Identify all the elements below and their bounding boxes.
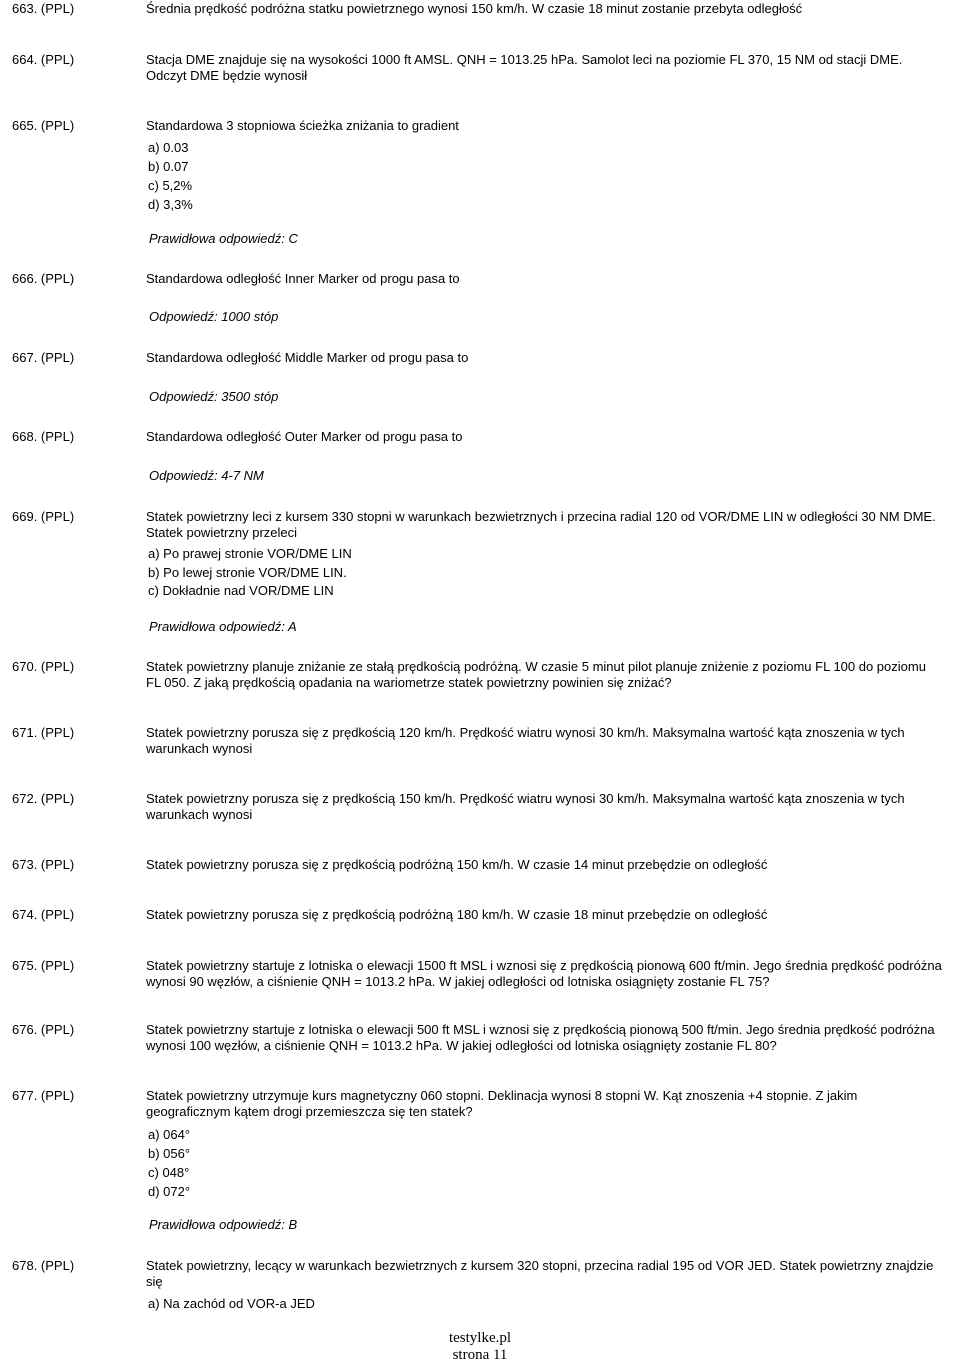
question-text: Statek powietrzny startuje z lotniska o elewacji 1500 ft MSL i wznosi się z prędkością pionową 600 ft/min. Jego średnia prędkość podróżna wynosi 90 węzłów, a ciśnienie QNH = 1013.2 hPa. W jakiej odległości od lotniska osiągnięty zostanie FL 75?	[146, 958, 942, 989]
answer-options	[148, 1125, 190, 1201]
question-number: 670. (PPL)	[12, 659, 75, 674]
answer-option: c) 5,2%	[148, 178, 193, 193]
answer-option: a) 064°	[148, 1127, 191, 1142]
question-number: 673. (PPL)	[12, 857, 75, 872]
question-text: Statek powietrzny planuje zniżanie ze stałą prędkością podróżną. W czasie 5 minut pilot planuje zniżenie z poziomu FL 100 do poziomu FL 050. Z jaką prędkością opadania na wariometrze statek powietrzny powinien się zniżać?	[146, 659, 926, 690]
answer-option: b) Po lewej stronie VOR/DME LIN.	[148, 564, 347, 580]
answer-options	[148, 545, 352, 601]
answer-option: d) 072°	[148, 1184, 191, 1199]
question-text: Standardowa odległość Inner Marker od progu pasa to	[146, 271, 460, 286]
answer-options	[148, 1294, 315, 1313]
question-text: Statek powietrzny porusza się z prędkością podróżną 150 km/h. W czasie 14 minut przebędzie on odległość	[146, 857, 768, 872]
question-text: Statek powietrzny porusza się z prędkością 120 km/h. Prędkość wiatru wynosi 30 km/h. Maksymalna wartość kąta znoszenia w tych warunkach wynosi	[146, 725, 905, 756]
question-number: 671. (PPL)	[12, 725, 75, 740]
correct-answer: Odpowiedź: 1000 stóp	[149, 309, 279, 324]
question-number: 675. (PPL)	[12, 958, 75, 973]
answer-option: a) Na zachód od VOR-a JED	[148, 1296, 315, 1311]
question-text: Statek powietrzny leci z kursem 330 stopni w warunkach bezwietrznych i przecina radial 120 od VOR/DME LIN w odległości 30 NM DME. Statek powietrzny przeleci	[146, 509, 936, 540]
question-number: 674. (PPL)	[12, 907, 75, 922]
question-number: 676. (PPL)	[12, 1022, 75, 1037]
question-text: Statek powietrzny utrzymuje kurs magnetyczny 060 stopni. Deklinacja wynosi 8 stopni W. Kąt znoszenia +4 stopnie. Z jakim geograficznym kątem drogi przemieszcza się ten statek?	[146, 1088, 858, 1119]
footer-page-number: strona 11	[452, 1347, 508, 1363]
question-text: Średnia prędkość podróżna statku powietrznego wynosi 150 km/h. W czasie 18 minut zostanie przebyta odległość	[146, 1, 803, 16]
footer-site: testylke.pl	[448, 1330, 512, 1346]
question-text: Standardowa 3 stopniowa ścieżka zniżania to gradient	[146, 118, 459, 133]
answer-option: c) 048°	[148, 1165, 190, 1180]
answer-option: c) Dokładnie nad VOR/DME LIN	[148, 583, 334, 598]
question-number: 665. (PPL)	[12, 118, 75, 133]
question-text: Standardowa odległość Middle Marker od progu pasa to	[146, 350, 469, 365]
correct-answer: Odpowiedź: 4-7 NM	[149, 468, 264, 483]
answer-option: a) 0.03	[148, 140, 189, 155]
correct-answer: Odpowiedź: 3500 stóp	[149, 389, 279, 404]
question-text: Statek powietrzny porusza się z prędkością podróżną 180 km/h. W czasie 18 minut przebędzie on odległość	[146, 907, 768, 922]
correct-answer: Prawidłowa odpowiedź: A	[149, 619, 297, 634]
question-number: 664. (PPL)	[12, 52, 75, 67]
question-text: Standardowa odległość Outer Marker od progu pasa to	[146, 429, 463, 444]
question-number: 668. (PPL)	[12, 429, 75, 444]
answer-options	[148, 138, 193, 214]
correct-answer: Prawidłowa odpowiedź: C	[149, 231, 298, 246]
question-number: 677. (PPL)	[12, 1088, 75, 1103]
correct-answer: Prawidłowa odpowiedź: B	[149, 1217, 298, 1232]
question-number: 666. (PPL)	[12, 271, 75, 286]
answer-option: a) Po prawej stronie VOR/DME LIN	[148, 546, 352, 561]
question-number: 667. (PPL)	[12, 350, 75, 365]
question-number: 672. (PPL)	[12, 791, 75, 806]
question-text: Statek powietrzny, lecący w warunkach bezwietrznych z kursem 320 stopni, przecina radial 195 od VOR JED. Statek powietrzny znajdzie się	[146, 1258, 934, 1289]
answer-option: b) 056°	[148, 1146, 191, 1161]
answer-option: b) 0.07	[148, 159, 189, 174]
answer-option: d) 3,3%	[148, 197, 193, 212]
question-text: Statek powietrzny porusza się z prędkością 150 km/h. Prędkość wiatru wynosi 30 km/h. Maksymalna wartość kąta znoszenia w tych warunkach wynosi	[146, 791, 905, 822]
question-text: Stacja DME znajduje się na wysokości 1000 ft AMSL. QNH = 1013.25 hPa. Samolot leci na poziomie FL 370, 15 NM od stacji DME. Odczyt DME będzie wynosił	[146, 52, 903, 83]
question-number: 678. (PPL)	[12, 1258, 75, 1273]
question-number: 669. (PPL)	[12, 509, 75, 524]
question-text: Statek powietrzny startuje z lotniska o elewacji 500 ft MSL i wznosi się z prędkością pionową 500 ft/min. Jego średnia prędkość podróżna wynosi 100 węzłów, a ciśnienie QNH = 1013.2 hPa. W jakiej odległości od lotniska osiągnięty zostanie FL 80?	[146, 1022, 935, 1053]
question-number: 663. (PPL)	[12, 1, 75, 16]
